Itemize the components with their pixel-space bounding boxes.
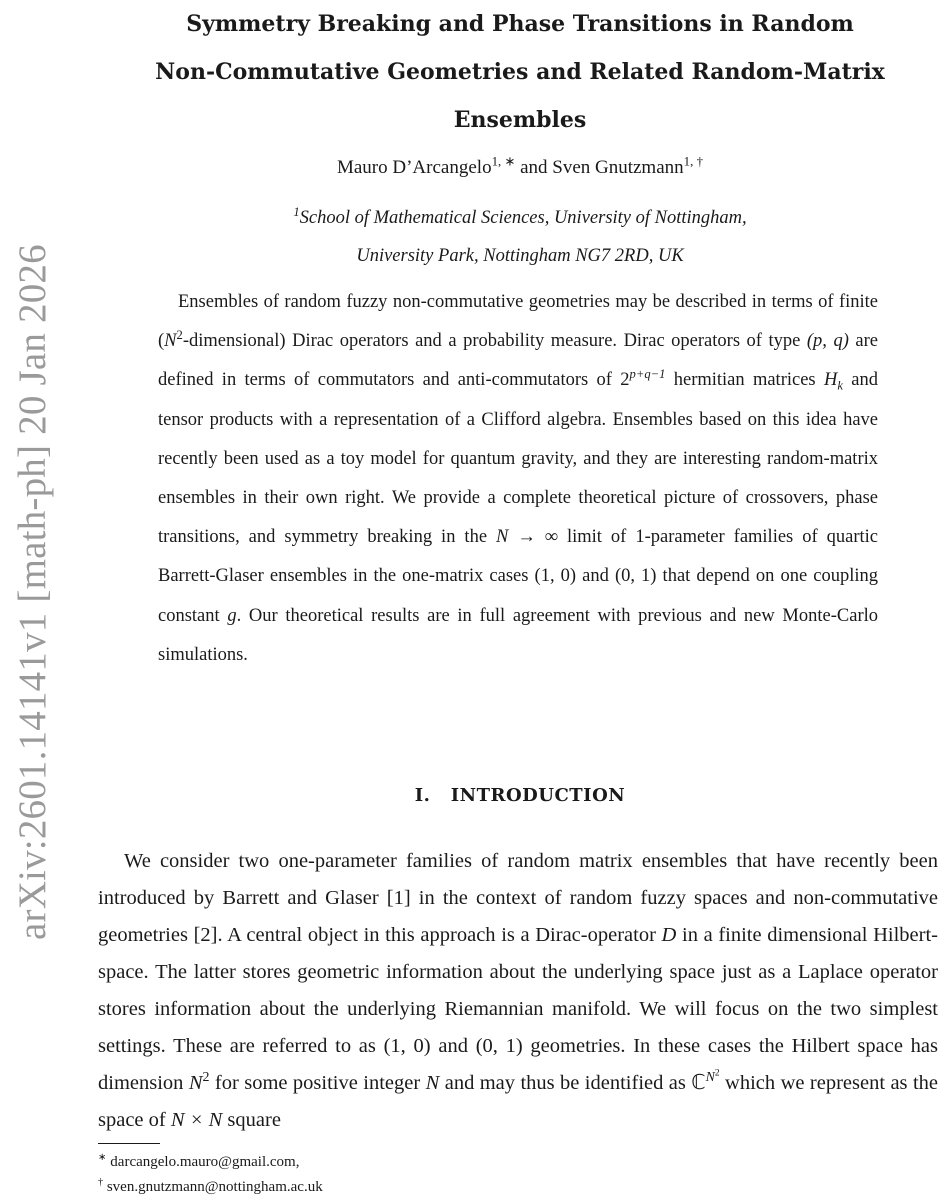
math-symbol: (1, 0) — [383, 1035, 431, 1057]
abstract-text: Ensembles of random fuzzy non-commutative geometries may be described in terms of finite ( — [158, 292, 878, 352]
body-text: geometries. In these cases the Hilbert space has dimension — [98, 1035, 938, 1094]
abstract-text: and tensor products with a representation of a Clifford algebra. Ensembles based on this idea have recently been used as a toy model for quantum gravity, and they are interesting random-matrix ensembles in their own right. We provide a complete theoretical picture of crossovers, phase transitions, and symmetry breaking in the — [158, 370, 878, 548]
footnote-email[interactable]: sven.gnutzmann@nottingham.ac.uk — [106, 1179, 323, 1195]
math-exponent: N — [705, 1070, 715, 1086]
body-text: and — [430, 1035, 476, 1057]
abstract-text: are defined in terms of commutators and anti-commutators of — [158, 331, 878, 391]
abstract-text: hermitian matrices — [665, 370, 824, 391]
footnote-email[interactable]: darcangelo.mauro@gmail.com, — [110, 1154, 300, 1170]
body-text: for some positive integer — [209, 1072, 426, 1094]
affiliation-mark: 1 — [293, 204, 300, 219]
math-symbol: H — [823, 370, 838, 391]
abstract-paragraph — [158, 283, 878, 675]
affiliation-line: University Park, Nottingham NG7 2RD, UK — [356, 246, 684, 266]
abstract-text: . Our theoretical results are in full agreement with previous and new Monte-Carlo simulations. — [158, 605, 878, 665]
section-number: I. — [414, 785, 431, 806]
abstract-text: and — [576, 566, 615, 587]
footnote-mark: † — [98, 1177, 104, 1188]
math-exponent: 2 — [202, 1070, 210, 1086]
math-symbol: N — [425, 1072, 440, 1094]
math-subscript: k — [837, 379, 843, 394]
footnotes — [98, 1150, 898, 1200]
abstract — [158, 283, 878, 675]
title-line: Symmetry Breaking and Phase Transitions in Random — [186, 11, 854, 37]
body-paragraph — [98, 843, 938, 1139]
author-marks: 1, † — [683, 153, 704, 169]
footnote — [98, 1150, 898, 1175]
math-exponent: 2 — [176, 328, 183, 343]
affiliation-line — [120, 199, 920, 237]
math-symbol: (1, 0) — [534, 566, 577, 587]
author-conjunction: and — [520, 157, 548, 178]
author-name: Mauro D’Arcangelo — [336, 157, 492, 178]
title-line: Ensembles — [453, 107, 587, 133]
math-symbol: N — [164, 331, 177, 352]
body-text: which we represent as the space of — [98, 1072, 938, 1131]
math-symbol: ℂ — [691, 1072, 706, 1094]
title-line: Non-Commutative Geometries and Related Random-Matrix — [155, 59, 885, 85]
body-text: and may thus be identified as — [439, 1072, 692, 1094]
body-text: square — [222, 1109, 281, 1131]
math-symbol: (0, 1) — [614, 566, 657, 587]
abstract-text: limit of 1-parameter families of quartic Barrett-Glaser ensembles in the one-matrix cases — [158, 527, 878, 587]
section-title: INTRODUCTION — [450, 785, 626, 806]
abstract-text: that depend on one coupling constant — [158, 566, 878, 626]
math-exponent: p+q−1 — [629, 367, 666, 382]
math-symbol: 2 — [620, 370, 630, 391]
math-symbol: D — [661, 924, 677, 946]
math-symbol: N — [188, 1072, 203, 1094]
math-symbol: g — [227, 605, 237, 626]
author-list — [120, 153, 920, 183]
section-heading — [120, 785, 920, 806]
body-text: in a finite dimensional Hilbert-space. The latter stores geometric information about the underlying space just as a Laplace operator stores information about the underlying Riemannian manifold. We will focus on the two simplest settings. These are referred to as — [98, 924, 938, 1057]
math-exponent: 2 — [714, 1068, 720, 1079]
body-text: We consider two one-parameter families of random matrix ensembles that have recently been introduced by Barrett and Glaser [1] in the context of random fuzzy spaces and non-commutative geometries [2]. A central object in this approach is a Dirac-operator — [98, 850, 938, 946]
arxiv-identifier: arXiv:2601.14141v1 [math-ph] 20 Jan 2026 — [11, 244, 54, 940]
affiliation — [120, 199, 920, 275]
math-symbol: N × N — [170, 1109, 223, 1131]
introduction-body — [98, 843, 938, 1139]
affiliation-text: School of Mathematical Sciences, University of Nottingham, — [299, 208, 747, 228]
author-marks: 1, ∗ — [491, 153, 516, 169]
footnote-mark: ∗ — [98, 1152, 107, 1163]
math-symbol: (0, 1) — [475, 1035, 523, 1057]
math-symbol: (p, q) — [806, 331, 849, 352]
footnote-rule — [98, 1143, 160, 1144]
paper-title — [120, 0, 920, 144]
math-symbol: N → ∞ — [496, 527, 559, 548]
author-name: Sven Gnutzmann — [552, 157, 684, 178]
abstract-text: -dimensional) Dirac operators and a probability measure. Dirac operators of type — [182, 331, 807, 352]
footnote — [98, 1175, 898, 1200]
